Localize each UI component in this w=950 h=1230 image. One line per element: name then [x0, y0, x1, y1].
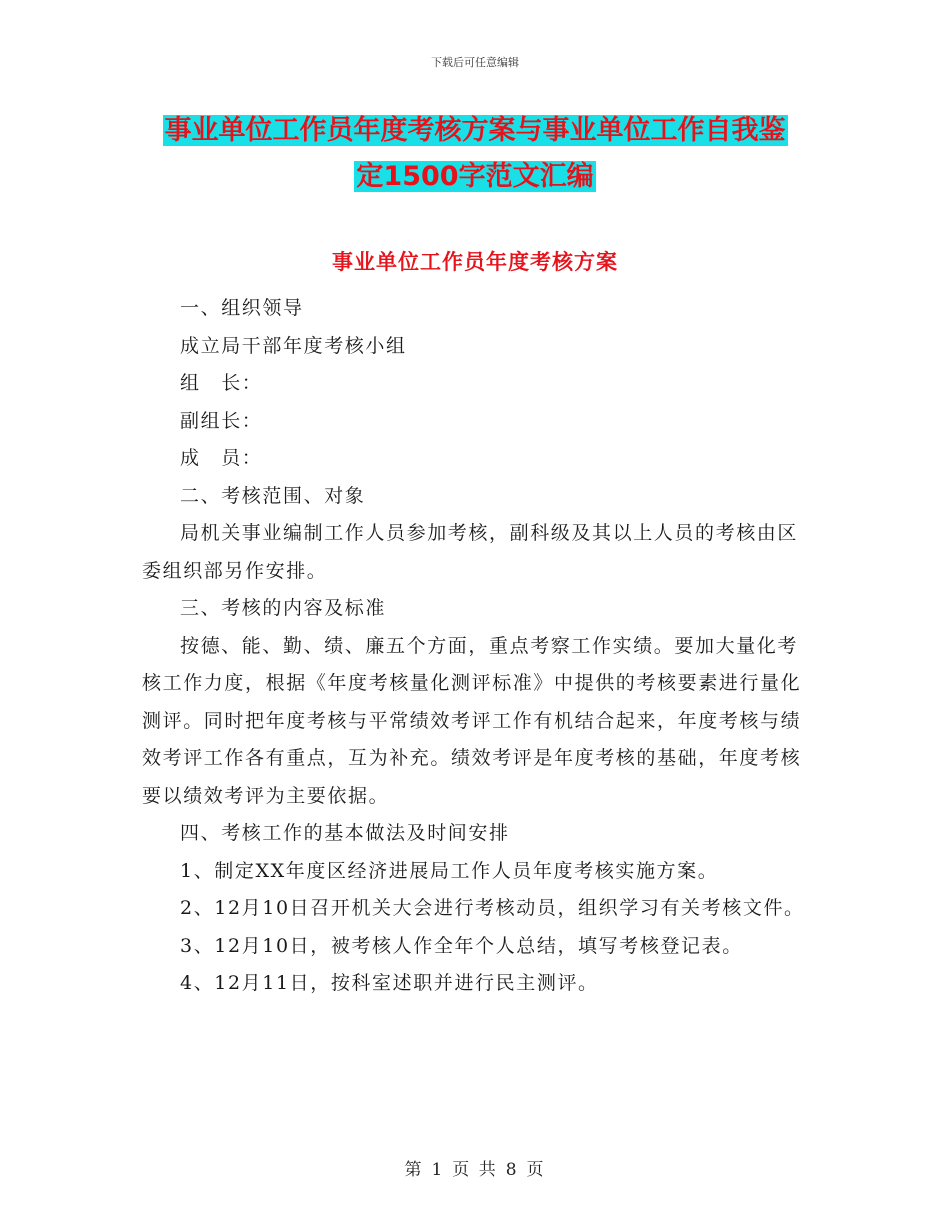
document-title [140, 108, 810, 200]
paragraph: 2、12月10日召开机关大会进行考核动员，组织学习有关考核文件。 [180, 897, 805, 919]
total-pages: 8 [505, 1160, 519, 1180]
section-title: 事业单位工作员年度考核方案 [332, 250, 618, 274]
paragraph: 局机关事业编制工作人员参加考核，副科级及其以上人员的考核由区委组织部另作安排。 [142, 522, 799, 582]
document-body [142, 290, 812, 1003]
paragraph: 一、组织领导 [180, 297, 304, 319]
footer-middle: 页 共 [452, 1160, 498, 1180]
paragraph: 成 员： [180, 447, 263, 469]
page-number: 1 [431, 1160, 445, 1180]
paragraph: 按德、能、勤、绩、廉五个方面，重点考察工作实绩。要加大量化考核工作力度，根据《年度考核量化测评标准》中提供的考核要素进行量化测评。同时把年度考核与平常绩效考评工作有机结合起来，年度考核与绩效考评工作各有重点，互为补充。绩效考评是年度考核的基础，年度考核要以绩效考评为主要依据。 [142, 634, 802, 807]
header-note: 下载后可任意编辑 [431, 56, 519, 69]
footer-prefix: 第 [404, 1160, 424, 1180]
paragraph: 二、考核范围、对象 [180, 484, 366, 507]
paragraph: 1、制定XX年度区经济进展局工作人员年度考核实施方案。 [180, 859, 719, 882]
page-footer [0, 1155, 950, 1180]
paragraph: 三、考核的内容及标准 [180, 597, 387, 619]
footer-suffix: 页 [526, 1160, 546, 1180]
paragraph: 成立局干部年度考核小组 [180, 334, 407, 357]
paragraph: 四、考核工作的基本做法及时间安排 [180, 822, 510, 844]
paragraph: 组 长： [180, 372, 263, 394]
title-line-2: 定1500字范文汇编 [356, 161, 594, 192]
paragraph: 4、12月11日，按科室述职并进行民主测评。 [180, 972, 599, 994]
paragraph: 副组长： [180, 409, 263, 432]
title-line-1: 事业单位工作员年度考核方案与事业单位工作自我鉴 [164, 115, 786, 146]
paragraph: 3、12月10日，被考核人作全年个人总结，填写考核登记表。 [180, 934, 743, 957]
